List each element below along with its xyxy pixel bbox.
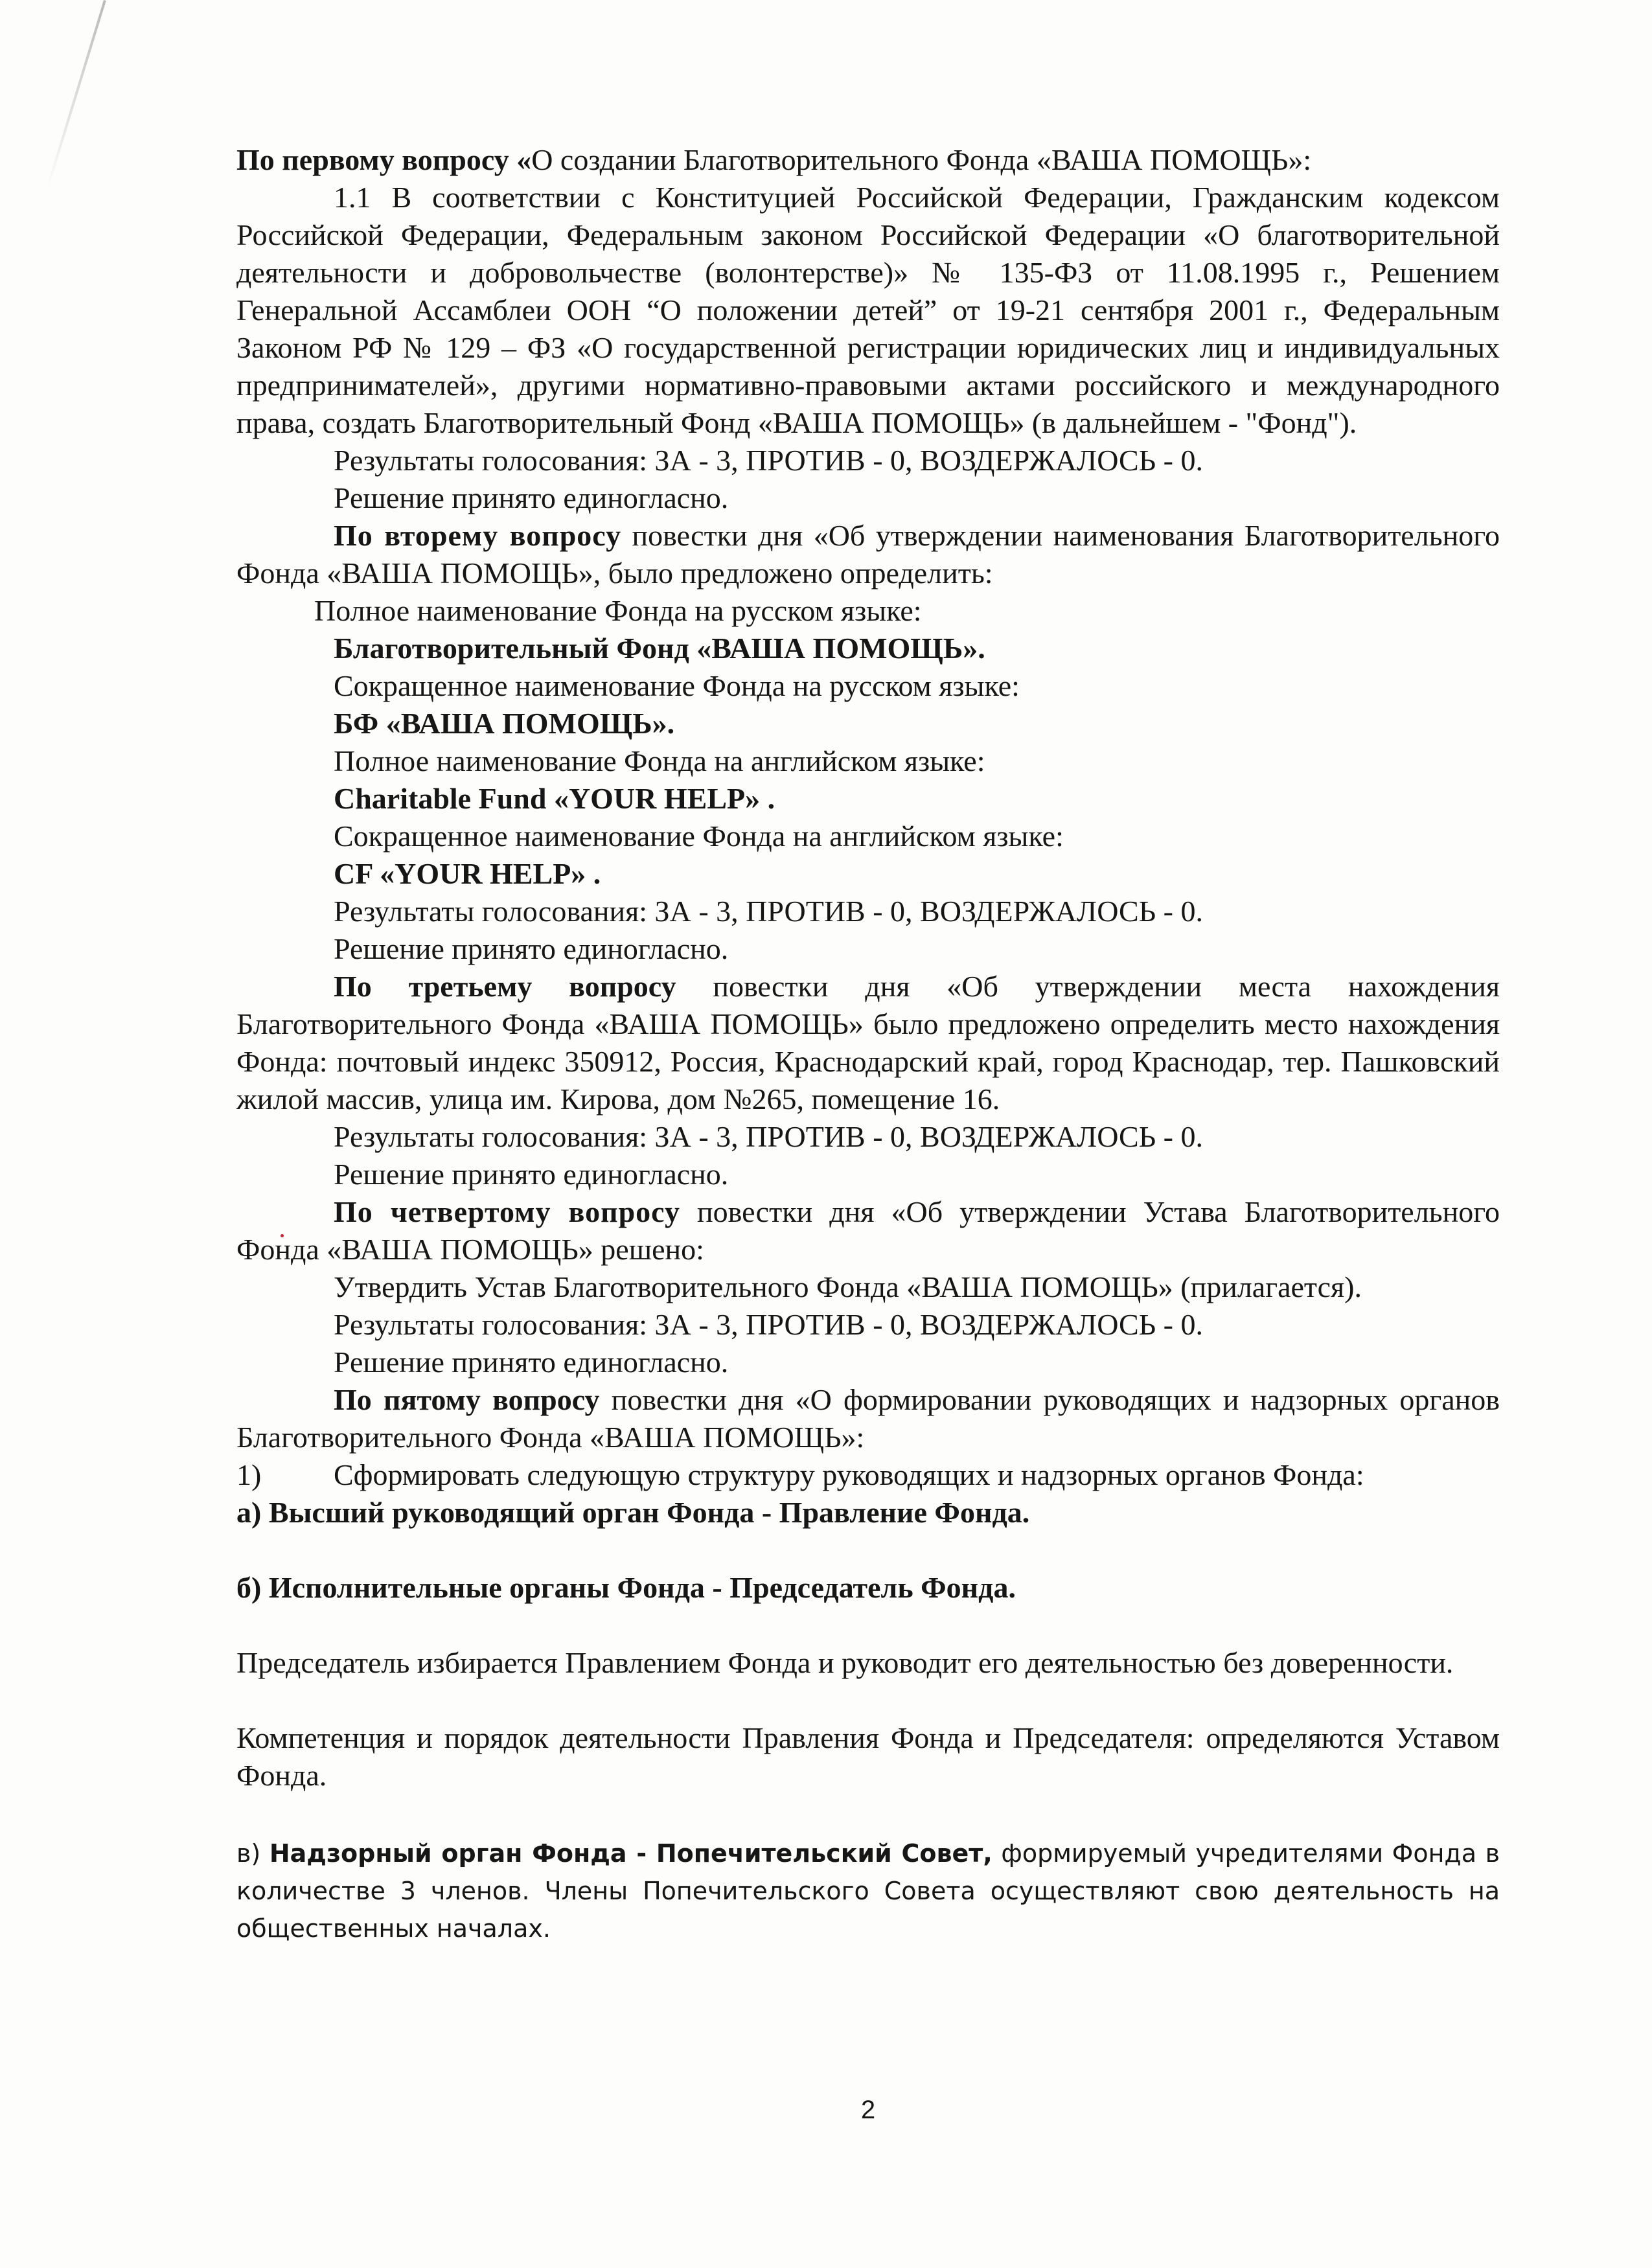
q2-full-en: Charitable Fund «YOUR HELP» . — [334, 782, 775, 815]
q5-item-b: б) Исполнительные органы Фонда - Председатель Фонда. — [236, 1571, 1016, 1604]
q2-full-ru: Благотворительный Фонд «ВАША ПОМОЩЬ». — [334, 632, 985, 665]
q2-full-en-label: Полное наименование Фонда на английском языке: — [334, 744, 985, 777]
q2-short-ru-label: Сокращенное наименование Фонда на русском языке: — [334, 669, 1020, 702]
scan-edge-mark — [47, 0, 106, 187]
q4-vote: Результаты голосования: ЗА - 3, ПРОТИВ - 0, ВОЗДЕРЖАЛОСЬ - 0. — [334, 1308, 1203, 1341]
q2-short-en: CF «YOUR HELP» . — [334, 857, 601, 890]
q2-heading: По вторему вопросу повестки дня «Об утверждении наименования Благотворительного Фонда «ВАША ПОМОЩЬ», было предложено определить: — [236, 519, 1500, 590]
q3-heading: По третьему вопросу повестки дня «Об утверждении места нахождения Благотворительного Фонда «ВАША ПОМОЩЬ» было предложено определить место нахождения Фонда: почтовый индекс 350912, Россия, Краснодарский край, город Краснодар, тер. Пашковский жилой массив, улица им. Кирова, дом №265, помещение 16. — [236, 970, 1500, 1116]
q1-heading: По первому вопросу «О создании Благотворительного Фонда «ВАША ПОМОЩЬ»: — [236, 143, 1312, 176]
q4-resolution: Утвердить Устав Благотворительного Фонда «ВАША ПОМОЩЬ» (прилагается). — [334, 1270, 1362, 1303]
q5-heading: По пятому вопросу повестки дня «О формировании руководящих и надзорных органов Благотворительного Фонда «ВАША ПОМОЩЬ»: — [236, 1383, 1500, 1454]
q5-item-1: 1) Сформировать следующую структуру руководящих и надзорных органов Фонда: — [236, 1456, 1500, 1494]
q4-heading: По четвертому вопросу повестки дня «Об утверждении Устава Благотворительного Фонда «ВАША ПОМОЩЬ» решено: — [236, 1195, 1500, 1266]
q5-item-a: а) Высший руководящий орган Фонда - Правление Фонда. — [236, 1496, 1030, 1529]
q4-decision: Решение принято единогласно. — [334, 1346, 729, 1379]
q5-item-number: 1) — [236, 1458, 262, 1491]
q1-vote: Результаты голосования: ЗА - 3, ПРОТИВ - 0, ВОЗДЕРЖАЛОСЬ - 0. — [334, 444, 1203, 477]
q1-paragraph: 1.1 В соответствии с Конституцией Российской Федерации, Гражданским кодексом Российской Федерации, Федеральным законом Российской Федерации «О благотворительной деятельности и добровольчестве (волонтерстве)» № 135-ФЗ от 11.08.1995 г., Решением Генеральной Ассамблеи ООН “О положении детей” от 19-21 сентября 2001 г., Федеральным Законом РФ № 129 – ФЗ «О государственной регистрации юридических лиц и индивидуальных предпринимателей», другими нормативно-правовыми актами российского и международного права, создать Благотворительный Фонд «ВАША ПОМОЩЬ» (в дальнейшем - "Фонд"). — [236, 181, 1500, 439]
q2-vote: Результаты голосования: ЗА - 3, ПРОТИВ - 0, ВОЗДЕРЖАЛОСЬ - 0. — [334, 895, 1203, 928]
q5-competence-paragraph: Компетенция и порядок деятельности Правления Фонда и Председателя: определяются Уставом Фонда. — [236, 1721, 1500, 1792]
q3-decision: Решение принято единогласно. — [334, 1158, 729, 1191]
q2-short-ru: БФ «ВАША ПОМОЩЬ». — [334, 707, 675, 740]
q3-vote: Результаты голосования: ЗА - 3, ПРОТИВ - 0, ВОЗДЕРЖАЛОСЬ - 0. — [334, 1120, 1203, 1153]
q1-decision: Решение принято единогласно. — [334, 481, 729, 514]
q2-decision: Решение принято единогласно. — [334, 932, 729, 965]
document-page — [236, 141, 1500, 1947]
q5-chairman-paragraph: Председатель избирается Правлением Фонда и руководит его деятельностью без доверенности. — [236, 1646, 1454, 1679]
q2-short-en-label: Сокращенное наименование Фонда на английском языке: — [334, 819, 1064, 853]
q2-full-ru-label: Полное наименование Фонда на русском языке: — [314, 594, 922, 627]
q5-item-c: в) Надзорный орган Фонда - Попечительский Совет, формируемый учредителями Фонда в количестве 3 членов. Члены Попечительского Совета осуществляют свою деятельность на общественных началах. — [236, 1839, 1500, 1943]
page-number: 2 — [860, 2096, 876, 2124]
